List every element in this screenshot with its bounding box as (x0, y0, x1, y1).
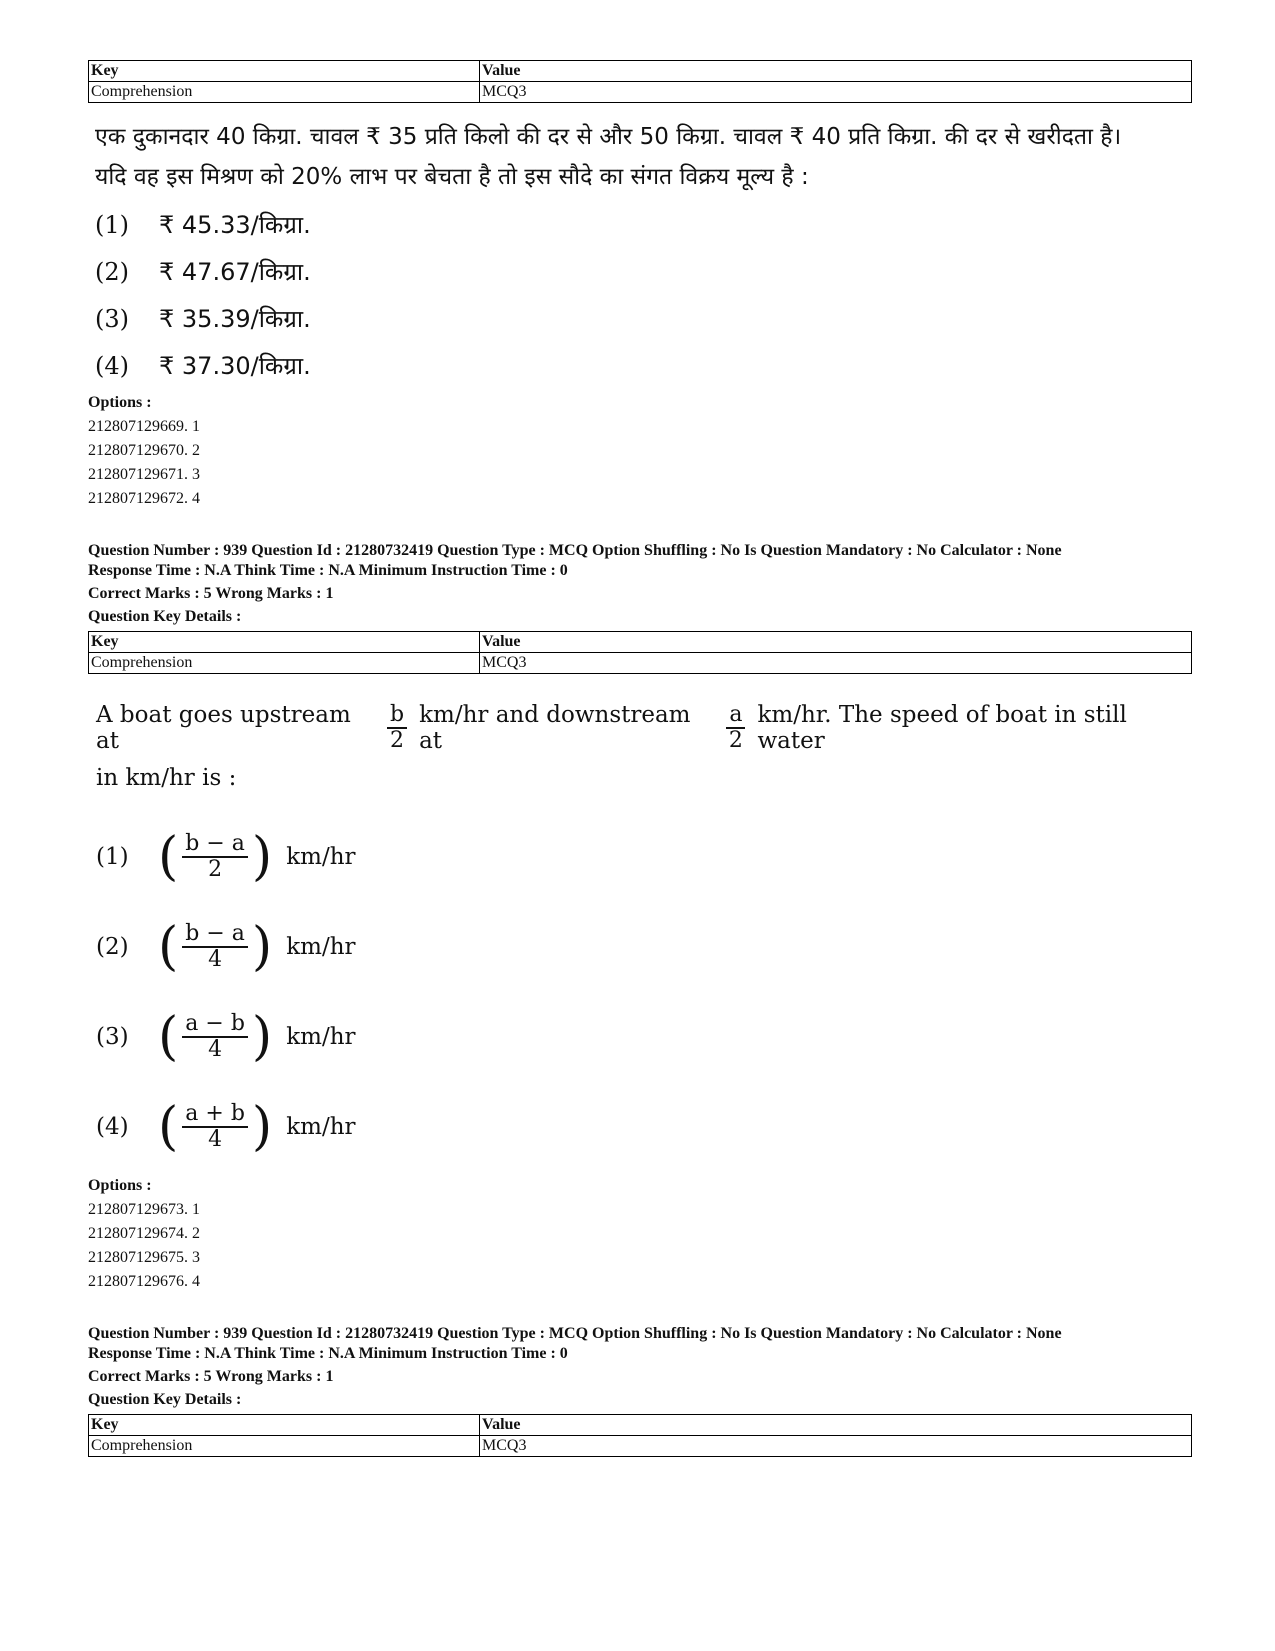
options-list (88, 1174, 1192, 1294)
option-id: 212807129671. 3 (88, 466, 200, 483)
unit-label: km/hr (286, 844, 356, 870)
option-fraction (182, 922, 248, 972)
upstream-fraction (387, 703, 407, 753)
question-text-part: km/hr and downstream at (419, 702, 691, 754)
downstream-fraction (726, 703, 745, 753)
option-expression (158, 1097, 272, 1157)
table-row (89, 82, 1192, 103)
option-1 (96, 812, 1192, 902)
key-details-label: Question Key Details : (88, 608, 242, 625)
option-fraction (182, 1012, 248, 1062)
value-header: Value (480, 61, 1192, 82)
marks-line: Correct Marks : 5 Wrong Marks : 1 (88, 585, 334, 602)
option-1 (88, 201, 1192, 248)
key-cell: Comprehension (89, 653, 480, 674)
key-header: Key (89, 61, 480, 82)
option-text: ₹ 47.67/किग्रा. (159, 258, 311, 286)
option-fraction (182, 832, 248, 882)
option-number: (4) (95, 351, 129, 380)
right-paren: ) (251, 1097, 273, 1157)
option-number: (1) (96, 844, 129, 870)
option-number: (3) (96, 1024, 129, 1050)
fraction-numerator: a (726, 703, 745, 729)
option-3 (88, 295, 1192, 342)
option-text: ₹ 37.30/किग्रा. (159, 352, 311, 380)
question-key-table (88, 1414, 1192, 1457)
table-header-row (89, 632, 1192, 653)
key-cell: Comprehension (89, 1436, 480, 1457)
table-row (89, 1436, 1192, 1457)
value-cell: MCQ3 (480, 653, 1192, 674)
left-paren: ( (158, 1097, 179, 1157)
left-paren: ( (158, 1007, 179, 1067)
fraction-numerator: b − a (182, 922, 248, 948)
option-2 (88, 248, 1192, 295)
question-line-1 (96, 696, 1192, 760)
option-text: ₹ 35.39/किग्रा. (159, 305, 311, 333)
option-expression (158, 827, 272, 887)
option-number: (2) (96, 934, 129, 960)
right-paren: ) (251, 827, 273, 887)
fraction-denominator: 2 (390, 728, 405, 753)
question-text-part: km/hr. The speed of boat in still water (757, 702, 1127, 754)
unit-label: km/hr (286, 934, 356, 960)
question-meta (88, 1324, 1192, 1410)
unit-label: km/hr (286, 1114, 356, 1140)
key-header: Key (89, 1415, 480, 1436)
options-label: Options : (88, 394, 152, 411)
question-text-part: A boat goes upstream at (96, 702, 351, 754)
marks-line: Correct Marks : 5 Wrong Marks : 1 (88, 1368, 334, 1385)
value-cell: MCQ3 (480, 1436, 1192, 1457)
option-4 (96, 1082, 1192, 1172)
fraction-denominator: 4 (208, 1127, 223, 1152)
option-id: 212807129673. 1 (88, 1201, 200, 1218)
key-cell: Comprehension (89, 82, 480, 103)
fraction-denominator: 2 (208, 857, 223, 882)
meta-line-2: Response Time : N.A Think Time : N.A Minimum Instruction Time : 0 (88, 1345, 568, 1362)
table-header-row (89, 61, 1192, 82)
option-id: 212807129676. 4 (88, 1273, 200, 1290)
option-id: 212807129674. 2 (88, 1225, 200, 1242)
unit-label: km/hr (286, 1024, 356, 1050)
table-row (89, 653, 1192, 674)
meta-line-2: Response Time : N.A Think Time : N.A Minimum Instruction Time : 0 (88, 562, 568, 579)
value-header: Value (480, 632, 1192, 653)
question-line-2: यदि वह इस मिश्रण को 20% लाभ पर बेचता है तो इस सौदे का संगत विक्रय मूल्य है : (95, 164, 809, 190)
option-id: 212807129670. 2 (88, 442, 200, 459)
fraction-numerator: b − a (182, 832, 248, 858)
option-number: (1) (95, 210, 129, 239)
options-list (88, 391, 1192, 511)
option-3 (96, 992, 1192, 1082)
option-expression (158, 1007, 272, 1067)
left-paren: ( (158, 827, 179, 887)
page (88, 60, 1192, 1457)
option-expression (158, 917, 272, 977)
table-header-row (89, 1415, 1192, 1436)
value-cell: MCQ3 (480, 82, 1192, 103)
question-meta (88, 541, 1192, 627)
fraction-numerator: a − b (182, 1012, 248, 1038)
option-number: (2) (95, 257, 129, 286)
value-header: Value (480, 1415, 1192, 1436)
option-id: 212807129669. 1 (88, 418, 200, 435)
fraction-numerator: a + b (182, 1102, 248, 1128)
option-4 (88, 342, 1192, 389)
key-details-label: Question Key Details : (88, 1391, 242, 1408)
right-paren: ) (251, 917, 273, 977)
option-id: 212807129675. 3 (88, 1249, 200, 1266)
options-label: Options : (88, 1177, 152, 1194)
fraction-denominator: 4 (208, 1037, 223, 1062)
option-number: (3) (95, 304, 129, 333)
option-id: 212807129672. 4 (88, 490, 200, 507)
question-english (88, 696, 1192, 1172)
option-text: ₹ 45.33/किग्रा. (159, 211, 311, 239)
question-line-1: एक दुकानदार 40 किग्रा. चावल ₹ 35 प्रति किलो की दर से और 50 किग्रा. चावल ₹ 40 प्रति किग्रा. की दर से खरीदता है। (95, 124, 1122, 150)
question-line-2: in km/hr is : (96, 765, 237, 791)
fraction-denominator: 2 (728, 728, 743, 753)
option-number: (4) (96, 1114, 129, 1140)
fraction-denominator: 4 (208, 947, 223, 972)
question-hindi (88, 117, 1192, 389)
fraction-numerator: b (387, 703, 407, 729)
meta-line-1: Question Number : 939 Question Id : 21280732419 Question Type : MCQ Option Shuffling : No Is Question Mandatory : No Calculator : None (88, 542, 1062, 559)
question-text (88, 117, 1192, 197)
right-paren: ) (251, 1007, 273, 1067)
left-paren: ( (158, 917, 179, 977)
meta-line-1: Question Number : 939 Question Id : 21280732419 Question Type : MCQ Option Shuffling : No Is Question Mandatory : No Calculator : None (88, 1325, 1062, 1342)
option-2 (96, 902, 1192, 992)
key-header: Key (89, 632, 480, 653)
option-fraction (182, 1102, 248, 1152)
question-key-table (88, 631, 1192, 674)
question-key-table (88, 60, 1192, 103)
